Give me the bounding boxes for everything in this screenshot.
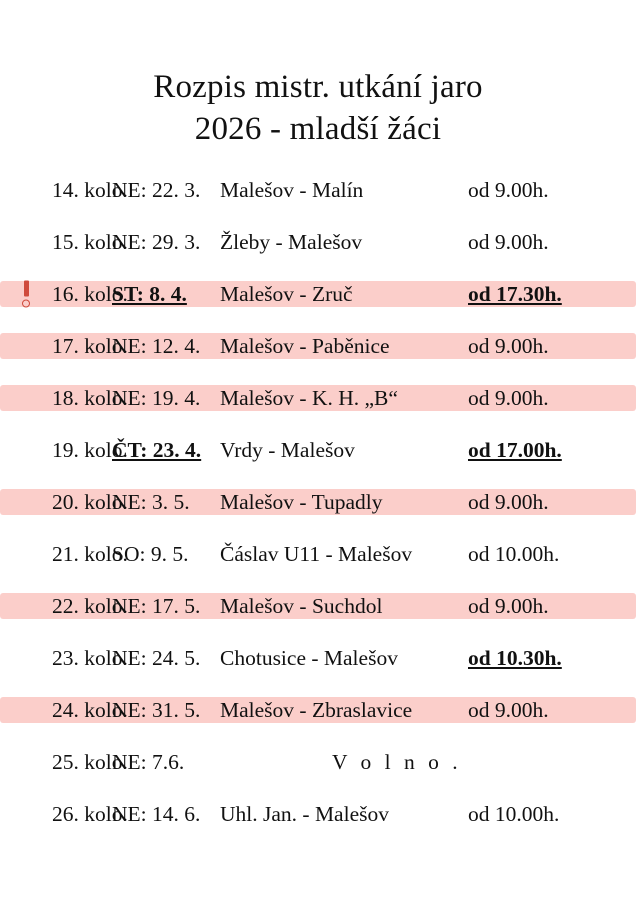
match-label: Malešov - Zruč xyxy=(220,281,353,306)
kickoff-time-label: od 17.00h. xyxy=(468,437,562,462)
kickoff-time-label: od 10.00h. xyxy=(468,541,560,566)
round-label: 22. kolo. xyxy=(52,593,128,618)
table-row xyxy=(0,528,636,580)
date-label: NE: 14. 6. xyxy=(112,801,201,826)
table-row xyxy=(0,788,636,840)
round-label: 24. kolo. xyxy=(52,697,128,722)
table-row xyxy=(0,164,636,216)
date-label: NE: 29. 3. xyxy=(112,229,201,254)
round-label: 21. kolo. xyxy=(52,541,128,566)
kickoff-time-label: od 9.00h. xyxy=(468,489,549,514)
date-label: NE: 24. 5. xyxy=(112,645,201,670)
kickoff-time-label: od 9.00h. xyxy=(468,593,549,618)
round-label: 25. kolo. xyxy=(52,749,128,774)
match-label: Uhl. Jan. - Malešov xyxy=(220,801,389,826)
round-label: 15. kolo. xyxy=(52,229,128,254)
match-label: Malešov - Zbraslavice xyxy=(220,697,413,722)
kickoff-time-label: od 10.30h. xyxy=(468,645,562,670)
match-label: Malešov - Paběnice xyxy=(220,333,390,358)
round-label: 16. kolo. xyxy=(52,281,128,306)
date-label: NE: 3. 5. xyxy=(112,489,190,514)
kickoff-time-label: od 9.00h. xyxy=(468,333,549,358)
kickoff-time-label: od 9.00h. xyxy=(468,229,549,254)
table-row xyxy=(0,580,636,632)
table-row xyxy=(0,424,636,476)
date-label: SO: 9. 5. xyxy=(112,541,189,566)
table-row xyxy=(0,372,636,424)
date-label: ST: 8. 4. xyxy=(112,281,187,306)
match-label: Malešov - K. H. „B“ xyxy=(220,385,398,410)
date-label: NE: 19. 4. xyxy=(112,385,201,410)
round-label: 23. kolo. xyxy=(52,645,128,670)
match-label: Malešov - Suchdol xyxy=(220,593,383,618)
kickoff-time-label: od 10.00h. xyxy=(468,801,560,826)
match-list xyxy=(0,164,636,840)
table-row xyxy=(0,216,636,268)
date-label: NE: 22. 3. xyxy=(112,177,201,202)
match-label: Chotusice - Malešov xyxy=(220,645,398,670)
date-label: NE: 12. 4. xyxy=(112,333,201,358)
kickoff-time-label: od 9.00h. xyxy=(468,697,549,722)
kickoff-time-label: od 9.00h. xyxy=(468,385,549,410)
page-title-line-1: Rozpis mistr. utkání jaro xyxy=(153,69,483,105)
exclamation-icon xyxy=(22,281,30,308)
table-row xyxy=(0,320,636,372)
match-label: Malešov - Tupadly xyxy=(220,489,383,514)
table-row xyxy=(0,736,636,788)
page-title-line-2: 2026 - mladší žáci xyxy=(194,111,442,147)
page-title xyxy=(0,0,636,150)
round-label: 14. kolo. xyxy=(52,177,128,202)
kickoff-time-label: od 9.00h. xyxy=(468,177,549,202)
date-label: NE: 7.6. xyxy=(112,749,185,774)
round-label: 17. kolo. xyxy=(52,333,128,358)
match-label: Vrdy - Malešov xyxy=(220,437,355,462)
no-match-label: V o l n o . xyxy=(332,749,462,774)
round-label: 26. kolo. xyxy=(52,801,128,826)
kickoff-time-label: od 17.30h. xyxy=(468,281,562,306)
round-label: 19. kolo. xyxy=(52,437,128,462)
date-label: NE: 17. 5. xyxy=(112,593,201,618)
match-label: Žleby - Malešov xyxy=(220,229,363,254)
match-label: Čáslav U11 - Malešov xyxy=(220,541,413,566)
table-row xyxy=(0,684,636,736)
round-label: 20. kolo. xyxy=(52,489,128,514)
match-label: Malešov - Malín xyxy=(220,177,364,202)
table-row xyxy=(0,632,636,684)
table-row xyxy=(0,268,636,320)
date-label: ČT: 23. 4. xyxy=(112,437,202,462)
round-label: 18. kolo. xyxy=(52,385,128,410)
table-row xyxy=(0,476,636,528)
date-label: NE: 31. 5. xyxy=(112,697,201,722)
